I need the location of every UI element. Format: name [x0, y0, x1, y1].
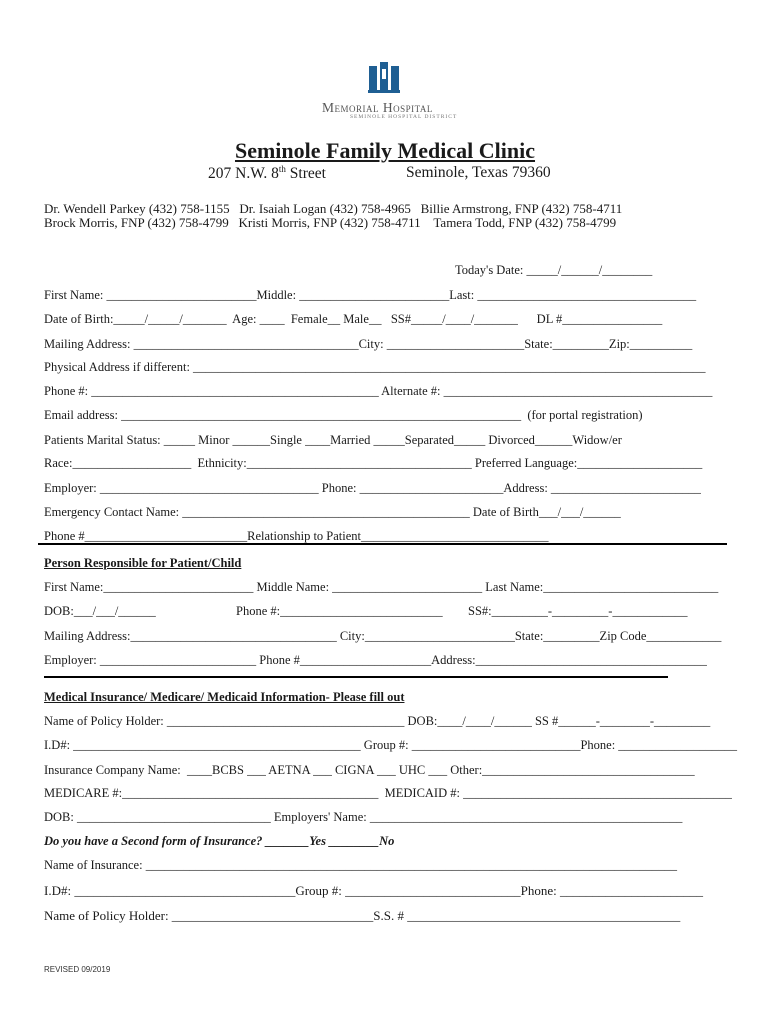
policy-holder-field[interactable]: Name of Policy Holder: ______________________________________ DOB:____/____/______ SS #______-________-_________ — [44, 714, 711, 728]
dob-employer-field[interactable]: DOB: _______________________________ Employers' Name: __________________________________________________ — [44, 810, 683, 824]
emergency-contact-field[interactable]: Emergency Contact Name: ______________________________________________ Date of Birth___/___/______ — [44, 505, 621, 519]
insurance-id-field[interactable]: I.D#: ______________________________________________ Group #: ___________________________Phone: ___________________ — [44, 738, 738, 752]
hospital-logo-icon — [366, 62, 402, 98]
insurance-company-field[interactable]: Insurance Company Name: ____BCBS ___ AETNA ___ CIGNA ___ UHC ___ Other:__________________________________ — [44, 763, 695, 777]
responsible-ss-field[interactable]: SS#:_________-_________-____________ — [468, 604, 688, 618]
responsible-dob-field[interactable]: DOB:___/___/______ — [44, 604, 156, 618]
revision-note: REVISED 09/2019 — [44, 965, 111, 974]
responsible-phone-field[interactable]: Phone #:__________________________ — [236, 604, 443, 618]
logo-name: Memorial Hospital — [322, 100, 433, 115]
patient-name-field[interactable]: First Name: ________________________Middle: ________________________Last: ___________________________________ — [44, 288, 697, 302]
section-divider — [38, 543, 727, 545]
medicare-medicaid-field[interactable]: MEDICARE #:_________________________________________ MEDICAID #: ___________________________________________ — [44, 786, 732, 800]
city-state-zip: Seminole, Texas 79360 — [406, 164, 551, 181]
responsible-name-field[interactable]: First Name:________________________ Middle Name: ________________________ Last Name:____________________________ — [44, 580, 719, 594]
responsible-heading: Person Responsible for Patient/Child — [44, 556, 242, 570]
marital-status-field[interactable]: Patients Marital Status: _____ Minor ______Single ____Married _____Separated_____ Divorced______Widow/er — [44, 433, 622, 447]
insurance-heading: Medical Insurance/ Medicare/ Medicaid Information- Please fill out — [44, 690, 405, 704]
relationship-field[interactable]: Phone #__________________________Relationship to Patient______________________________ — [44, 529, 549, 543]
patient-dob-field[interactable]: Date of Birth:_____/_____/_______ Age: ____ Female__ Male__ SS#_____/____/_______ DL #________________ — [44, 312, 663, 326]
logo-subtitle: SEMINOLE HOSPITAL DISTRICT — [350, 114, 458, 120]
race-ethnicity-field[interactable]: Race:___________________ Ethnicity:____________________________________ Preferred Language:____________________ — [44, 456, 703, 470]
todays-date-field[interactable]: Today's Date: _____/______/________ — [455, 263, 653, 277]
phone-field[interactable]: Phone #: ______________________________________________ Alternate #: ___________________________________________ — [44, 384, 713, 398]
second-policy-holder-field[interactable]: Name of Policy Holder: _______________________________S.S. # __________________________________________ — [44, 908, 681, 923]
responsible-employer-field[interactable]: Employer: _________________________ Phone #_____________________Address:_____________________________________ — [44, 653, 707, 667]
physical-address-field[interactable]: Physical Address if different: __________________________________________________________________________________ — [44, 360, 706, 374]
employer-field[interactable]: Employer: ___________________________________ Phone: _______________________Address: ________________________ — [44, 481, 701, 495]
second-insurance-id-field[interactable]: I.D#: __________________________________Group #: ___________________________Phone: ______________________ — [44, 883, 704, 898]
section-divider — [44, 676, 668, 678]
mailing-address-field[interactable]: Mailing Address: ____________________________________City: ______________________State:_________Zip:__________ — [44, 337, 693, 351]
street-address: 207 N.W. 8th Street — [208, 164, 326, 183]
providers-line-2: Brock Morris, FNP (432) 758-4799 Kristi Morris, FNP (432) 758-4711 Tamera Todd, FNP (432) 758-4799 — [44, 215, 617, 230]
responsible-mailing-field[interactable]: Mailing Address:_________________________________ City:________________________State:_________Zip Code____________ — [44, 629, 722, 643]
providers-line-1: Dr. Wendell Parkey (432) 758-1155 Dr. Isaiah Logan (432) 758-4965 Billie Armstrong, FNP (432) 758-4711 — [44, 201, 623, 216]
clinic-title: Seminole Family Medical Clinic — [234, 138, 536, 163]
second-insurance-question[interactable]: Do you have a Second form of Insurance? _______Yes ________No — [44, 834, 395, 848]
second-insurance-name-field[interactable]: Name of Insurance: _____________________________________________________________________________________ — [44, 858, 677, 872]
email-field[interactable]: Email address: ________________________________________________________________ (for portal registration) — [44, 408, 643, 422]
